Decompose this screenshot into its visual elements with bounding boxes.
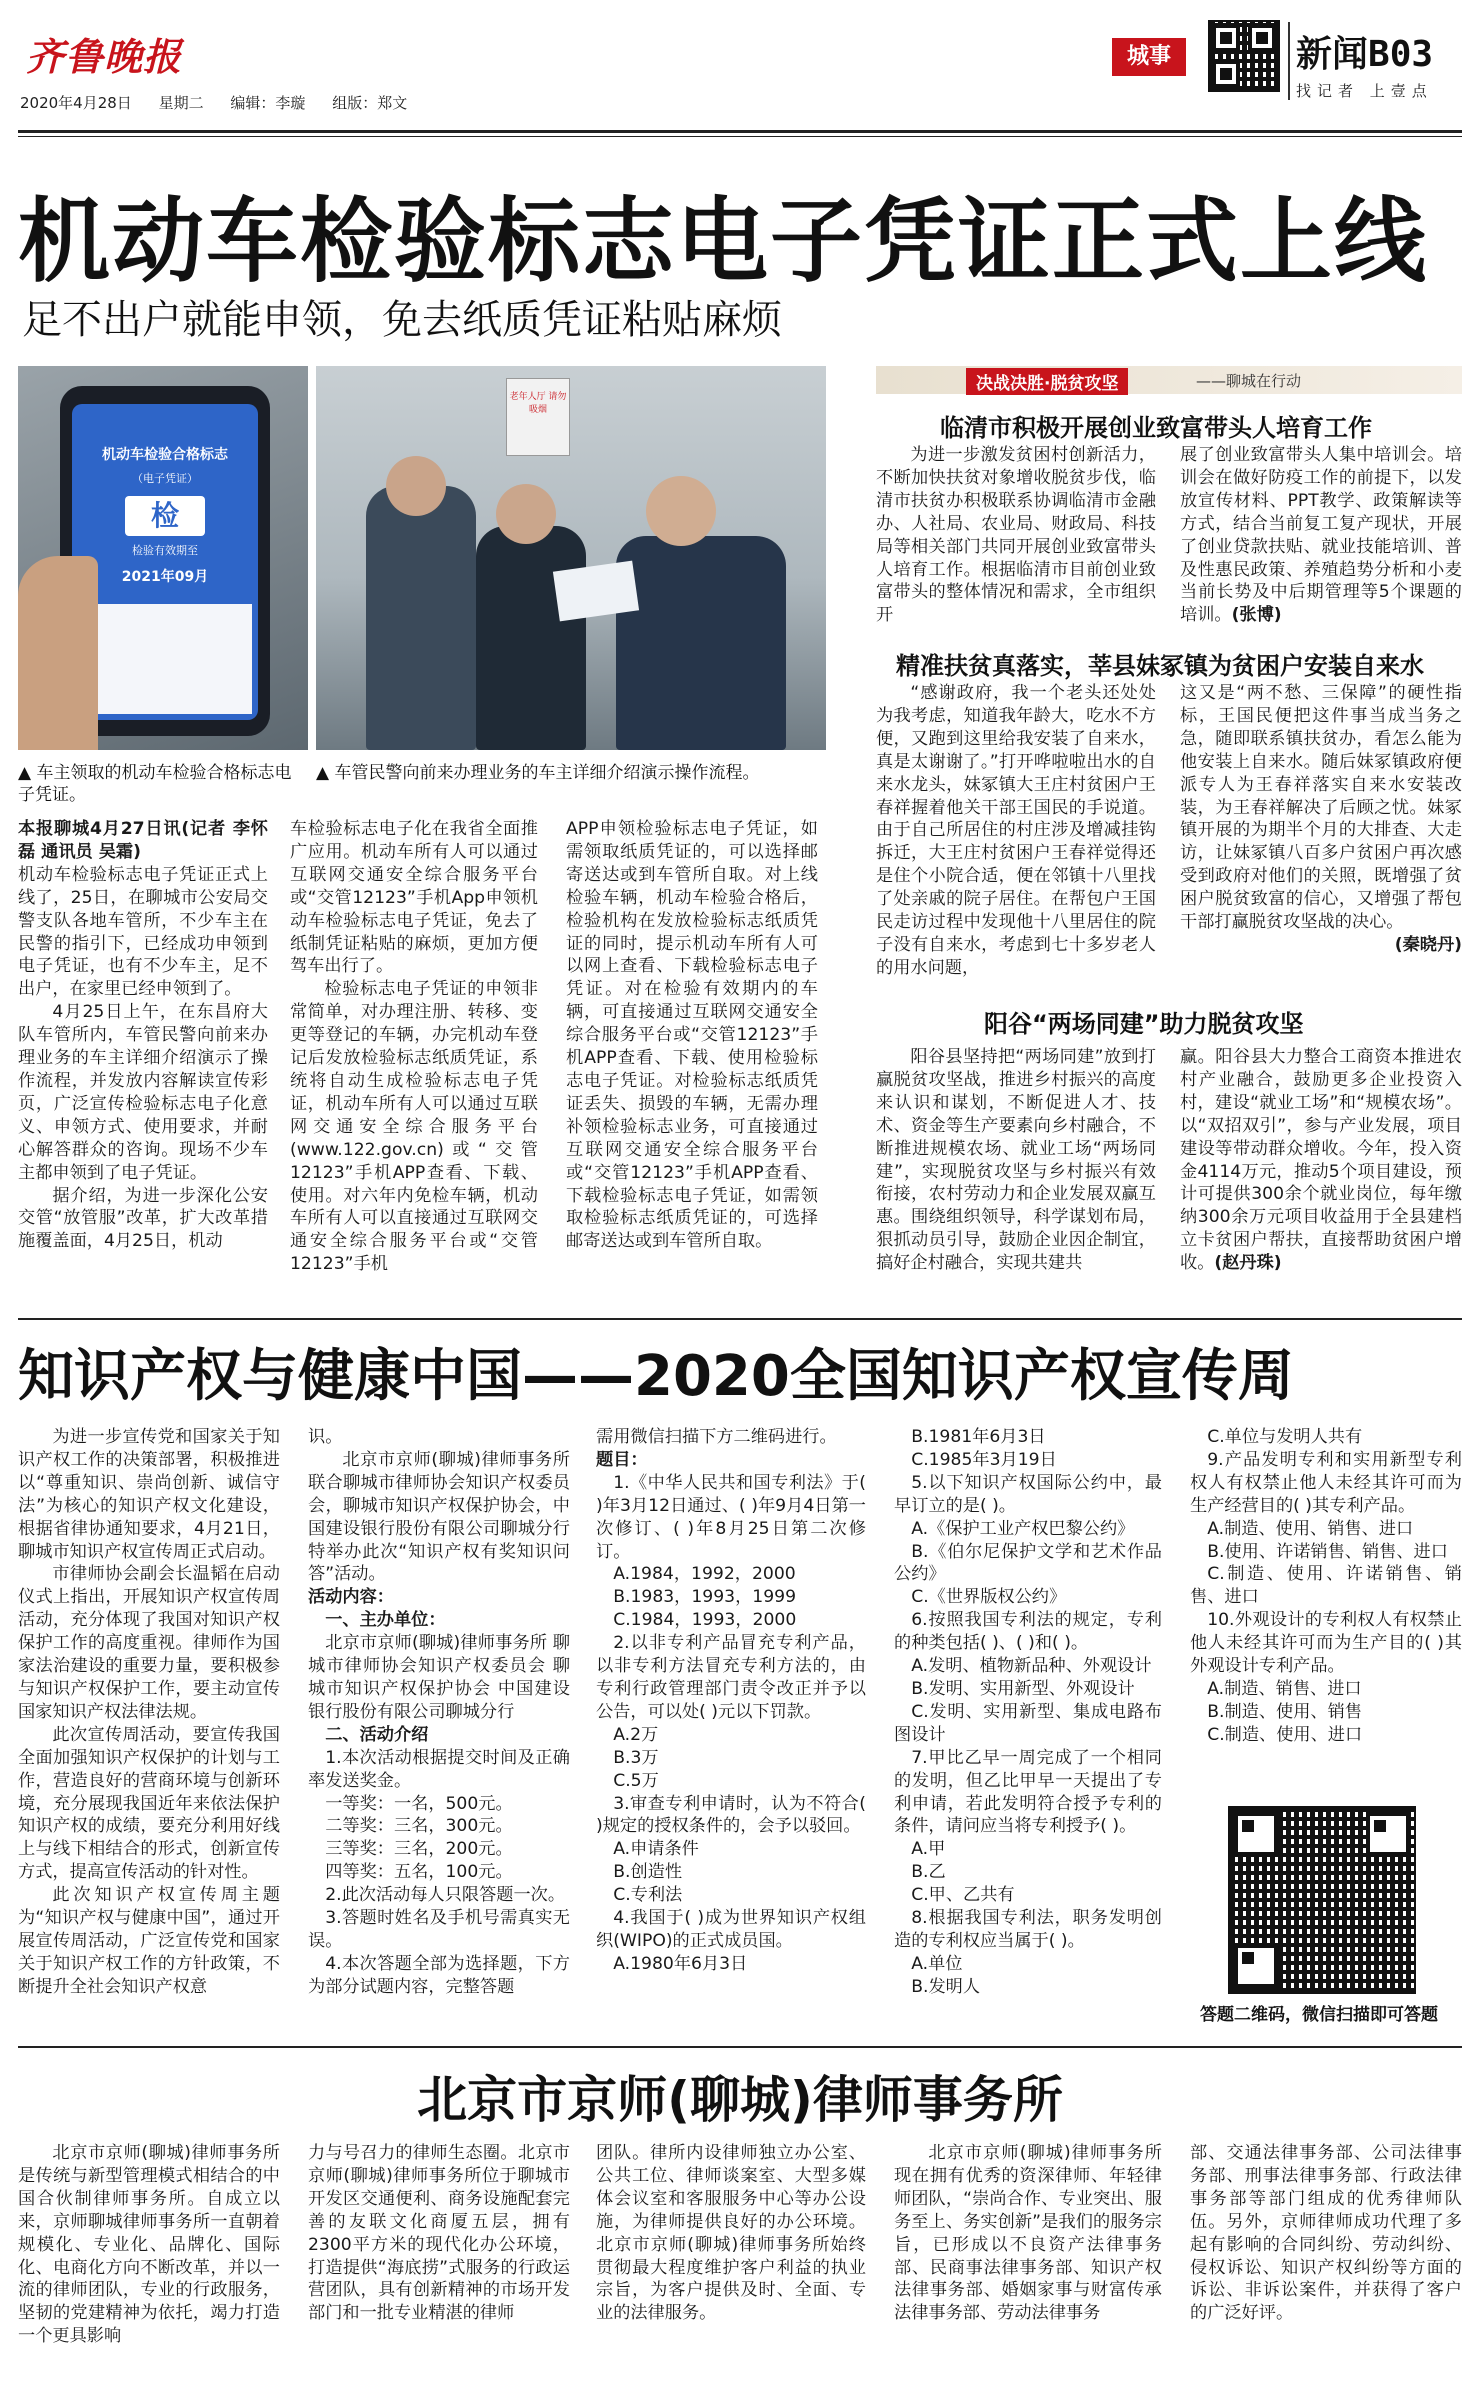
lead-column-2 (290, 818, 538, 1276)
article-text-body: 这又是“两不愁、三保障”的硬性指标，王国民便把这件事当成当务之急，随即联系镇扶贫办，看怎么能为他安装上自来水。随后妹冢镇政府便派专人为王春祥落实自来水安装改装，为王春祥解决了后顾之忧。妹冢镇开展的为期半个月的大排查、大走访，让妹冢镇八百多户贫困户再次感受到政府对他们的关照，既增强了贫困户脱贫致富的信心，又增强了帮包干部打赢脱贫攻坚战的决心。 (1180, 683, 1462, 933)
ip-subheading: 题目： (596, 1449, 648, 1470)
quiz-question: 9.产品发明专利和实用新型专利权人有权禁止他人未经其许可而为生产经营目的( )其专利产品。 (1190, 1449, 1462, 1516)
lawfirm-column-1: 北京市京师(聊城)律师事务所是传统与新型管理模式相结合的中国合伙制律师事务所。自成立以来，京师聊城律师事务所一直朝着规模化、专业化、品牌化、国际化、电商化方向不断改革，并以一流的律师团队，专业的行政服务，坚韧的党建精神为依托，竭力打造一个更具影响 (18, 2143, 280, 2347)
cert-valid-label: 检验有效期至 (132, 544, 198, 557)
quiz-option: A.甲 (911, 1839, 946, 1860)
section-rule (18, 2046, 1462, 2048)
prize-line: 二等奖：三名，300元。 (325, 1816, 513, 1837)
lead-paragraph: 检验标志电子凭证的申领非常简单，对办理注册、转移、变更等登记的车辆，办完机动车登记后发放检验标志纸质凭证，系统将自动生成检验标志电子凭证，机动车所有人可以通过互联网交通安全综合服务平台(www.122.gov.cn)或“交管12123”手机APP查看、下载、使用。对六年内免检车辆，机动车所有人可以直接通过互联网交通安全综合服务平台或“交管12123”手机 (290, 979, 538, 1275)
article-title: 阳谷“两场同建”助力脱贫攻坚 (984, 1010, 1304, 1038)
ip-paragraph: 北京市京师(聊城)律师事务所联合聊城市律师协会知识产权委员会，聊城市知识产权保护协会，中国建设银行股份有限公司聊城分行特举办此次“知识产权有奖知识问答”活动。 (308, 1449, 570, 1585)
quiz-option: A.单位 (911, 1953, 963, 1974)
quiz-option: A.制造、使用、销售、进口 (1207, 1518, 1414, 1539)
masthead-rule (18, 130, 1462, 133)
quiz-qr-caption: 答题二维码，微信扫描即可答题 (1200, 2005, 1438, 2025)
ip-paragraph: 3.答题时姓名及手机号需真实无误。 (308, 1908, 570, 1951)
lawfirm-column-5: 部、交通法律事务部、公司法律事务部、刑事法律事务部、行政法律事务部等部门组成的优秀律师队伍。另外，京师律师成功代理了多起有影响的合同纠纷、劳动纠纷、侵权诉讼、知识产权纠纷等方面的诉讼、非诉讼案件，并获得了客户的广泛好评。 (1190, 2143, 1462, 2324)
ip-column-5 (1190, 1426, 1462, 1747)
quiz-question: 3.审查专利申请时，认为不符合( )规定的授权条件的，会予以驳回。 (596, 1793, 866, 1837)
quiz-option: A.发明、植物新品种、外观设计 (911, 1656, 1152, 1677)
lawfirm-column-2: 力与号召力的律师生态圈。北京市京师(聊城)律师事务所位于聊城市开发区交通便利、商务设施配套完善的友联文化商厦五层，拥有2300平方米的现代化办公环境，打造提供“海底捞”式服务的行政运营团队，具有创新精神的市场开发部门和一批专业精湛的律师 (308, 2143, 570, 2324)
editor-credit: 编辑：李璇 (230, 94, 306, 112)
ip-subheading: 活动内容： (308, 1587, 394, 1608)
lawfirm-column-3: 团队。律所内设律师独立办公室、公共工位、律师谈案室、大型多媒体会议室和客服服务中心等办公设施，为律师提供良好的办公环境。北京市京师(聊城)律师事务所始终贯彻最大程度维护客户利益的执业宗旨，为客户提供及时、全面、专业的法律服务。 (596, 2143, 866, 2324)
photo-caption-2: ▲ 车管民警向前来办理业务的车主详细介绍演示操作流程。 (316, 763, 760, 783)
lead-subhead: 足不出户就能申领，免去纸质凭证粘贴麻烦 (22, 297, 782, 343)
article-title: 精准扶贫真落实，莘县妹冢镇为贫困户安装自来水 (896, 652, 1424, 680)
ip-column-2 (308, 1426, 570, 1999)
quiz-option: B.制造、使用、销售 (1207, 1701, 1362, 1722)
lead-paragraph: APP申领检验标志电子凭证，如需领取纸质凭证的，可以选择邮寄送达或到车管所自取。对上线检验车辆，机动车检验合格后，检验机构在发放检验标志纸质凭证的同时，提示机动车所有人可以网上查看、下载检验标志电子凭证。对在检验有效期内的车辆，可直接通过互联网交通安全综合服务平台或“交管12123”手机APP查看、下载、使用检验标志电子凭证。对检验标志纸质凭证丢失、损毁的车辆，无需办理补领检验标志业务，可直接通过互联网交通安全综合服务平台或“交管12123”手机APP查看、下载检验标志电子凭证，如需领取检验标志纸质凭证的，可选择邮寄送达或到车管所自取。 (566, 819, 818, 1252)
quiz-option: B.1983，1993，1999 (613, 1587, 797, 1608)
photo-phone-certificate (18, 366, 308, 750)
quiz-option: A.1984，1992，2000 (613, 1564, 796, 1585)
lead-column-1 (18, 818, 268, 1253)
quiz-option: C.5万 (613, 1770, 659, 1791)
quiz-option: C.1985年3月19日 (911, 1449, 1057, 1470)
cert-details-panel (78, 604, 252, 714)
quiz-option: B.1981年6月3日 (911, 1427, 1046, 1447)
section-tag: 城事 (1112, 38, 1186, 76)
lead-headline: 机动车检验标志电子凭证正式上线 (18, 188, 1429, 295)
quiz-option: C.单位与发明人共有 (1207, 1427, 1363, 1447)
page-label (1296, 26, 1433, 77)
quiz-question: 1.《中华人民共和国专利法》于( )年3月12日通过、( )年9月4日第一次修订、( )年8月25日第二次修订。 (596, 1472, 866, 1562)
section-rule (18, 1318, 1462, 1320)
ip-subheading: 一、主办单位： (325, 1610, 446, 1631)
cert-title: 机动车检验合格标志 (102, 447, 228, 463)
quiz-option: B.乙 (911, 1862, 946, 1883)
phone-screen (72, 404, 258, 720)
quiz-question: 8.根据我国专利法，职务发明创造的专利权应当属于( )。 (894, 1908, 1162, 1951)
ip-paragraph: 北京市京师(聊城)律师事务所 聊城市律师协会知识产权委员会 聊城市知识产权保护协会 中国建设银行股份有限公司聊城分行 (308, 1633, 570, 1722)
quiz-option: C.制造、使用、许诺销售、销售、进口 (1190, 1564, 1462, 1608)
article-text: 为进一步激发贫困村创新活力，不断加快扶贫对象增收脱贫步伐，临清市扶贫办积极联系协调临清市金融办、人社局、农业局、财政局、科技局等相关部门共同开展创业致富带头人培育工作。根据临清市目前创业致富带头的整体情况和需求，全市组织开 (876, 445, 1156, 626)
quiz-option: B.发明、实用新型、外观设计 (911, 1678, 1135, 1699)
hand-illustration (18, 556, 98, 750)
quiz-option: A.申请条件 (613, 1839, 699, 1860)
ip-paragraph: 市律师协会副会长温韬在启动仪式上指出，开展知识产权宣传周活动，充分体现了我国对知识产权保护工作的高度重视。律师作为国家法治建设的重要力量，要积极参与知识产权保护工作，要主动宣传国家知识产权法律法规。 (18, 1564, 280, 1722)
article-text: “感谢政府，我一个老头还处处为我考虑，知道我年龄大，吃水不方便，又跑到这里给我安装了自来水，真是太谢谢了。”打开哗啦啦出水的自来水龙头，妹冢镇大王庄村贫困户王春祥握着他关干部王国民的手说道。由于自己所居住的村庄涉及增减挂钩拆迁，大王庄村贫困户王春祥觉得还是住个小院合适，便在邻镇十八里找了处亲戚的院子居住。在帮包户王国民走访过程中发现他十八里居住的院子没有自来水，考虑到七十多岁老人的用水问题， (876, 683, 1156, 978)
ip-paragraph: 识。 (308, 1427, 343, 1447)
person-middle (476, 526, 586, 750)
ip-title: 知识产权与健康中国——2020全国知识产权宣传周 (18, 1344, 1294, 1409)
ip-paragraph: 此次宣传周活动，要宣传我国全面加强知识产权保护的计划与工作，营造良好的营商环境与创新环境，充分展现我国近年来依法保护知识产权的成绩，要充分利用好线上与线下相结合的形式，创新宣传方式，提高宣传活动的针对性。 (18, 1724, 280, 1883)
poverty-banner-sub: ——聊城在行动 (1196, 372, 1302, 390)
quiz-option: A.2万 (613, 1724, 659, 1745)
quiz-option: B.3万 (613, 1747, 659, 1768)
ip-column-4 (894, 1426, 1162, 1999)
lead-column-3 (566, 818, 818, 1253)
dateline (20, 92, 429, 113)
qr-code-icon[interactable] (1208, 20, 1280, 92)
article-text-body: 展了创业致富带头人集中培训会。培训会在做好防疫工作的前提下，以发放宣传材料、PPT教学、政策解读等方式，结合当前复工复产现状，开展了创业贷款扶贴、就业技能培训、普及性惠民政策、养殖趋势分析和小麦当前长势及中后期管理等5个课题的培训。 (1180, 445, 1462, 626)
article-title: 临清市积极开展创业致富带头人培育工作 (940, 414, 1372, 442)
lawfirm-title: 北京市京师(聊城)律师事务所 (417, 2071, 1063, 2129)
issue-weekday: 星期二 (158, 94, 204, 112)
lead-paragraph: 机动车检验标志电子凭证正式上线了，25日，在聊城市公安局交警支队各地车管所，不少车主在民警的指引下，已经成功申领到电子凭证，也有不少车主，足不出户，在家里已经申领到了。 (18, 864, 268, 1000)
quiz-option: A.1980年6月3日 (613, 1953, 748, 1974)
quiz-option: C.发明、实用新型、集成电路布图设计 (894, 1701, 1162, 1745)
quiz-question: 2.以非专利产品冒充专利产品，以非专利方法冒充专利方法的，由专利行政管理部门责令改正并予以公告，可以处( )元以下罚款。 (596, 1633, 866, 1722)
article-text: 阳谷县坚持把“两场同建”放到打赢脱贫攻坚战，推进乡村振兴的高度来认识和谋划，不断促进人才、技术、资金等生产要素向乡村融合，不断推进规模农场、就业工场“两场同建”，实现脱贫攻坚与乡村振兴有效衔接，农村劳动力和企业发展双赢互惠。围绕组织领导，科学谋划布局，狠抓动员引导，鼓励企业因企制宜，搞好企村融合，实现共建共 (876, 1047, 1156, 1274)
ip-paragraph: 需用微信扫描下方二维码进行。 (596, 1427, 837, 1447)
quiz-option: A.制造、销售、进口 (1207, 1678, 1362, 1699)
article-text (1180, 682, 1462, 957)
ip-paragraph: 此次知识产权宣传周主题为“知识产权与健康中国”，通过开展宣传周活动，广泛宣传党和国家关于知识产权工作的方针政策，不断提升全社会知识产权意 (18, 1885, 280, 1997)
officer (616, 536, 786, 750)
quiz-option: B.发明人 (911, 1976, 981, 1997)
lead-paragraph: 4月25日上午，在东昌府大队车管所内，车管民警向前来办理业务的车主详细介绍演示了操作流程，并发放内容解读宣传彩页，广泛宣传检验标志电子化意义、申领方式、使用要求，并耐心解答群众的咨询。现场不少车主都申领到了电子凭证。 (18, 1002, 268, 1183)
quiz-option: B.使用、许诺销售、销售、进口 (1207, 1541, 1448, 1562)
ip-paragraph: 2.此次活动每人只限答题一次。 (325, 1885, 566, 1906)
ip-column-1 (18, 1426, 280, 1999)
quiz-option: B.《伯尔尼保护文学和艺术作品公约》 (894, 1541, 1162, 1585)
quiz-option: A.《保护工业产权巴黎公约》 (911, 1518, 1135, 1539)
quiz-option: B.创造性 (613, 1862, 683, 1883)
lead-byline: 本报聊城4月27日讯(记者 李怀磊 通讯员 吴霜) (18, 819, 268, 862)
person-left-head (386, 456, 446, 516)
quiz-question: 7.甲比乙早一周完成了一个相同的发明，但乙比甲早一天提出了专利申请，若此发明符合授予专利的条件，请问应当将专利授予( )。 (894, 1747, 1162, 1837)
lawfirm-column-4: 北京市京师(聊城)律师事务所现在拥有优秀的资深律师、年轻律师团队，“崇尚合作、专业突出、服务至上、务实创新”是我们的服务宗旨，已形成以不良资产法律事务部、民商事法律事务部、知识产权法律事务部、婚姻家事与财富传承法律事务部、劳动法律事务 (894, 2143, 1162, 2324)
prize-line: 三等奖：三名，200元。 (325, 1839, 513, 1860)
quiz-option: C.制造、使用、进口 (1207, 1724, 1363, 1745)
quiz-question: 10.外观设计的专利权人有权禁止他人未经其许可而为生产目的( )其外观设计专利产品。 (1190, 1610, 1462, 1677)
quiz-question: 6.按照我国专利法的规定，专利的种类包括( )、( )和( )。 (894, 1610, 1162, 1654)
person-middle-head (496, 484, 556, 544)
quiz-qr-code-icon[interactable] (1228, 1806, 1416, 1994)
ip-column-3 (596, 1426, 866, 1976)
cert-badge: 检 (125, 496, 205, 536)
article-author: (张博) (1231, 605, 1282, 626)
quiz-option: C.《世界版权公约》 (911, 1587, 1067, 1608)
ip-paragraph: 为进一步宣传党和国家关于知识产权工作的决策部署，积极推进以“尊重知识、崇尚创新、诚信守法”为核心的知识产权文化建设，根据省律协通知要求，4月21日，聊城市知识产权宣传周正式启动。 (18, 1427, 280, 1562)
quiz-question: 4.我国于( )成为世界知识产权组织(WIPO)的正式成员国。 (596, 1908, 866, 1951)
poverty-banner (876, 366, 1462, 394)
masthead-divider (1288, 22, 1290, 100)
poverty-banner-title: 决战决胜·脱贫攻坚 (966, 368, 1128, 395)
photo-officer-demo (316, 366, 826, 750)
designer-credit: 组版：郑文 (332, 94, 408, 112)
person-left (366, 486, 476, 750)
page-section-name: 新闻 (1296, 34, 1369, 75)
ip-subheading: 二、活动介绍 (325, 1724, 429, 1745)
quiz-question: 5.以下知识产权国际公约中，最早订立的是( )。 (894, 1472, 1162, 1516)
page-slogan: 找记者 上壹点 (1296, 82, 1433, 100)
masthead-rule-thin (18, 136, 1462, 137)
quiz-option: C.1984，1993，2000 (613, 1610, 797, 1631)
article-author: (赵丹珠) (1214, 1253, 1282, 1274)
ip-paragraph: 1.本次活动根据提交时间及正确率发送奖金。 (308, 1747, 570, 1791)
prize-line: 一等奖：一名，500元。 (325, 1793, 513, 1814)
prize-line: 四等奖：五名，100元。 (325, 1862, 513, 1883)
quiz-option: C.甲、乙共有 (911, 1885, 1015, 1906)
page-number: B03 (1368, 34, 1434, 75)
issue-date: 2020年4月28日 (20, 94, 132, 112)
officer-head (646, 476, 716, 546)
article-text (1180, 444, 1462, 627)
photo-caption-1: ▲ 车主领取的机动车检验合格标志电子凭证。 (18, 763, 292, 805)
article-author: (秦晓丹) (1394, 934, 1462, 955)
quiz-option: C.专利法 (613, 1885, 683, 1906)
article-text (1180, 1046, 1462, 1275)
article-text-body: 赢。阳谷县大力整合工商资本推进农村产业融合，鼓励更多企业投资入村，建设“就业工场”和“规模农场”。以“双招双引”，参与产业发展，项目建设等带动群众增收。今年，投入资金4114万元，推动5个项目建设，预计可提供300余个就业岗位，每年缴纳300余万元项目收益用于全县建档立卡贫困户帮扶，直接帮助贫困户增收。 (1180, 1047, 1462, 1274)
lead-paragraph: 车检验标志电子化在我省全面推广应用。机动车所有人可以通过互联网交通安全综合服务平台或“交管12123”手机App申领机动车检验标志电子凭证，免去了纸制凭证粘贴的麻烦，更加方便驾车出行了。 (290, 819, 538, 977)
cert-valid-date: 2021年09月 (121, 569, 209, 585)
lead-paragraph: 据介绍，为进一步深化公安交管“放管服”改革，扩大改革措施覆盖面，4月25日，机动 (18, 1185, 268, 1252)
newspaper-logo: 齐鲁晚报 (26, 34, 183, 79)
no-smoking-sign: 老年人厅 请勿吸烟 (506, 378, 570, 456)
cert-subtitle: （电子凭证） (132, 472, 198, 485)
ip-paragraph: 4.本次答题全部为选择题，下方为部分试题内容，完整答题 (308, 1953, 570, 1997)
